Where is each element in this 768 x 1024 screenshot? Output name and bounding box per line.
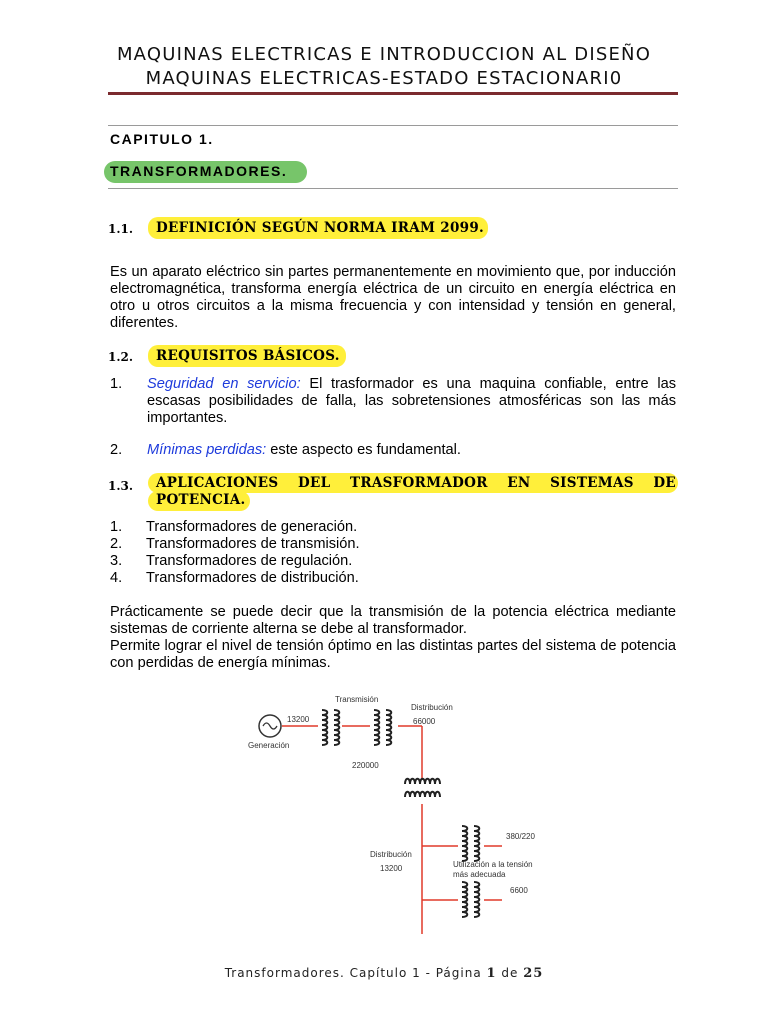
requirement-term: Seguridad en servicio: [147,376,301,392]
chapter-label: CAPITULO 1. [110,131,214,147]
transformer-icon [462,882,479,917]
page-number: 1 [486,966,497,981]
label-distribucion: Distribución [370,850,412,859]
section-number: 1.3. [108,479,134,493]
label-voltage: 66000 [413,717,436,726]
list-item [147,376,676,427]
power-system-diagram [240,686,560,946]
body-paragraph: Prácticamente se puede decir que la transmisión de la potencia eléctrica mediante sistemas de corriente alterna se debe al transformador. [110,604,676,637]
label-utilizacion: Utilización a la tensión [453,860,533,869]
section-title: POTENCIA. [156,492,246,508]
requirement-term: Mínimas perdidas: [147,442,267,458]
label-utilizacion: más adecuada [453,870,506,879]
transformer-icon [405,779,440,797]
label-voltage: 220000 [352,761,379,770]
list-number: 4. [110,570,123,586]
list-item [147,442,461,459]
label-voltage: 13200 [380,864,403,873]
requirement-text: este aspecto es fundamental. [266,442,461,458]
list-item: Transformadores de distribución. [146,570,359,586]
chapter-rule-bottom [108,188,678,189]
section-number: 1.1. [108,222,134,236]
label-transmision: Transmisión [335,695,379,704]
section-title: APLICACIONES DEL TRASFORMADOR EN SISTEMAS DE [156,475,676,491]
body-paragraph: Permite lograr el nivel de tensión óptimo en las distintas partes del sistema de potencia con perdidas de energía mínimas. [110,638,676,671]
list-number: 1. [110,519,123,535]
footer-text: Transformadores. Capítulo 1 - Página [224,966,487,980]
label-voltage: 380/220 [506,832,535,841]
document-header-line1: MAQUINAS ELECTRICAS E INTRODUCCION AL DISEÑO [116,44,652,65]
label-generacion: Generación [248,741,290,750]
definition-paragraph: Es un aparato eléctrico sin partes permanentemente en movimiento que, por inducción electromagnética, transforma energía eléctrica de un circuito en energía eléctrica en otro u otros circuitos a la misma frecuencia y con intensidad y tensión en general, diferentes. [110,264,676,331]
transformer-icon [374,710,391,745]
list-number: 2. [110,442,123,458]
label-voltage: 6600 [510,886,528,895]
list-number: 1. [110,376,123,392]
list-number: 3. [110,553,123,569]
list-number: 2. [110,536,123,552]
header-divider [108,92,678,95]
list-item: Transformadores de generación. [146,519,358,535]
page-footer [0,966,768,981]
section-number: 1.2. [108,350,134,364]
label-distribucion: Distribución [411,703,453,712]
chapter-rule-top [108,125,678,126]
label-voltage: 13200 [287,715,310,724]
section-title: DEFINICIÓN SEGÚN NORMA IRAM 2099. [156,220,485,236]
list-item: Transformadores de transmisión. [146,536,360,552]
transformer-icon [462,826,479,861]
page-total: 25 [523,966,544,981]
requirement-text: El trasformador es una maquina confiable, entre las escasas posibilidades de falla, las sobretensiones atmosféricas son las más importantes. [147,376,676,426]
power-lines [282,726,502,934]
footer-text: de [496,966,524,980]
document-header-line2: MAQUINAS ELECTRICAS-ESTADO ESTACIONARI0 [145,68,623,89]
transformer-icon [322,710,339,745]
chapter-title: TRANSFORMADORES. [110,163,288,179]
list-item: Transformadores de regulación. [146,553,353,569]
section-title: REQUISITOS BÁSICOS. [156,348,340,364]
